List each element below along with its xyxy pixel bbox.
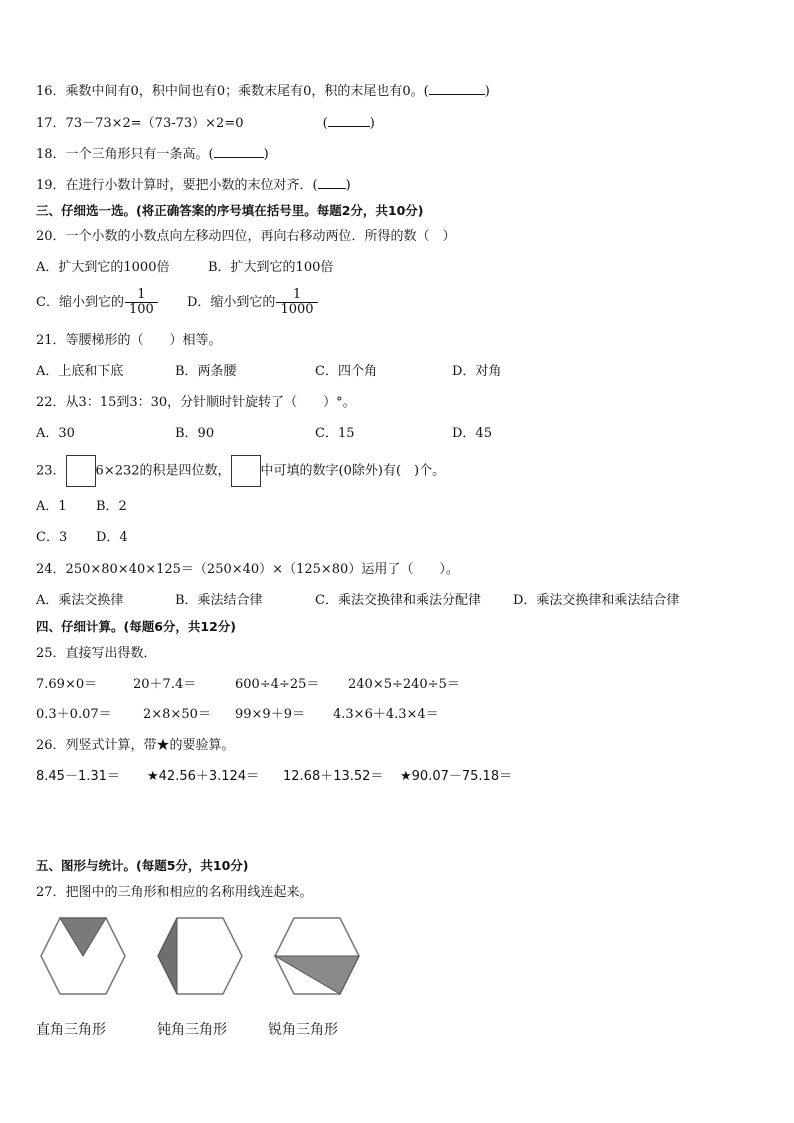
question-16: 16．乘数中间有0，积中间也有0；乘数末尾有0，积的末尾也有0。( ) [36, 84, 490, 99]
label-right-triangle[interactable]: 直角三角形 [36, 1022, 106, 1038]
question-18-text: 18．一个三角形只有一条高。( [36, 147, 214, 162]
option-20-b[interactable]: B．扩大到它的100倍 [208, 260, 334, 275]
option-20-c[interactable]: C．缩小到它的 $\frac{1}{100}$ [36, 288, 158, 317]
question-17: 17．73－73×2=（73-73）×2=0 ( ) [36, 116, 375, 131]
section-3-heading: 三、仔细选一选。(将正确答案的序号填在括号里。每题2分，共10分) [36, 203, 424, 218]
option-20-a[interactable]: A．扩大到它的1000倍 [36, 260, 170, 275]
option-23-b[interactable]: B．2 [96, 499, 127, 514]
option-24-d[interactable]: D．乘法交换律和乘法结合律 [513, 593, 680, 608]
answer-blank-18[interactable] [214, 145, 264, 158]
hexagon-figure-2[interactable] [155, 916, 245, 996]
calc-item: 7.69×0＝ [36, 677, 98, 692]
section-4-heading: 四、仔细计算。(每题6分，共12分) [36, 619, 237, 634]
vertical-calc-item: ★42.56＋3.124＝ [147, 769, 260, 784]
option-21-c[interactable]: C．四个角 [315, 364, 377, 379]
label-obtuse-triangle[interactable]: 钝角三角形 [157, 1022, 227, 1038]
question-16-text: 16．乘数中间有0，积中间也有0；乘数末尾有0，积的末尾也有0。( [36, 84, 429, 99]
question-21: 21．等腰梯形的（ ）相等。 [36, 333, 222, 348]
question-23: 23． 6×232的积是四位数， 中可填的数字(0除外)有( )个。 [36, 455, 445, 488]
calc-item: 20＋7.4＝ [133, 677, 197, 692]
question-24: 24．250×80×40×125＝（250×40）×（125×80）运用了（ ）。 [36, 562, 459, 577]
vertical-calc-item: 8.45－1.31＝ [36, 769, 120, 784]
option-21-a[interactable]: A．上底和下底 [36, 364, 124, 379]
option-23-d[interactable]: D．4 [96, 530, 128, 545]
option-20-d[interactable]: D．缩小到它的 $\frac{1}{1000}$ [187, 288, 318, 317]
option-24-a[interactable]: A．乘法交换律 [36, 593, 124, 608]
calc-item: 600÷4÷25＝ [235, 677, 320, 692]
option-23-a[interactable]: A．1 [36, 499, 67, 514]
digit-box-1[interactable] [66, 455, 96, 487]
question-18: 18．一个三角形只有一条高。( ) [36, 147, 269, 162]
question-27: 27．把图中的三角形和相应的名称用线连起来。 [36, 885, 313, 900]
answer-blank-17[interactable] [328, 114, 370, 127]
option-21-b[interactable]: B．两条腰 [175, 364, 237, 379]
option-24-b[interactable]: B．乘法结合律 [175, 593, 263, 608]
question-26: 26．列竖式计算，带★的要验算。 [36, 738, 235, 753]
question-17-text: 17．73－73×2=（73-73）×2=0 [36, 116, 244, 131]
fraction-1-100: $\frac{1}{100}$ [125, 288, 158, 317]
section-5-heading: 五、图形与统计。(每题5分，共10分) [36, 858, 249, 873]
answer-blank-16[interactable] [429, 82, 485, 95]
answer-blank-19[interactable] [318, 176, 346, 189]
option-21-d[interactable]: D．对角 [452, 364, 502, 379]
calc-item: 0.3＋0.07＝ [36, 707, 112, 722]
calc-item: 99×9＋9＝ [235, 707, 305, 722]
option-22-d[interactable]: D．45 [452, 426, 492, 441]
label-acute-triangle[interactable]: 锐角三角形 [268, 1022, 338, 1038]
calc-item: 4.3×6＋4.3×4＝ [333, 707, 439, 722]
hexagon-figure-3[interactable] [272, 916, 362, 996]
question-25: 25．直接写出得数． [36, 646, 157, 661]
hexagon-figure-1[interactable] [38, 916, 128, 996]
question-20: 20．一个小数的小数点向左移动四位，再向右移动两位．所得的数（ ） [36, 229, 456, 244]
vertical-calc-item: 12.68＋13.52＝ [283, 769, 384, 784]
option-22-c[interactable]: C．15 [315, 426, 355, 441]
option-22-a[interactable]: A．30 [36, 426, 75, 441]
question-19-text: 19．在进行小数计算时，要把小数的末位对齐．( [36, 178, 318, 193]
question-22: 22．从3：15到3：30，分针顺时针旋转了（ ）°。 [36, 395, 356, 410]
question-19: 19．在进行小数计算时，要把小数的末位对齐．( ) [36, 178, 351, 193]
option-24-c[interactable]: C．乘法交换律和乘法分配律 [315, 593, 481, 608]
option-23-c[interactable]: C．3 [36, 530, 68, 545]
vertical-calc-item: ★90.07－75.18＝ [400, 769, 513, 784]
option-22-b[interactable]: B．90 [175, 426, 215, 441]
fraction-1-1000: $\frac{1}{1000}$ [276, 288, 317, 317]
calc-item: 240×5÷240÷5＝ [348, 677, 460, 692]
digit-box-2[interactable] [231, 455, 261, 487]
calc-item: 2×8×50＝ [143, 707, 211, 722]
